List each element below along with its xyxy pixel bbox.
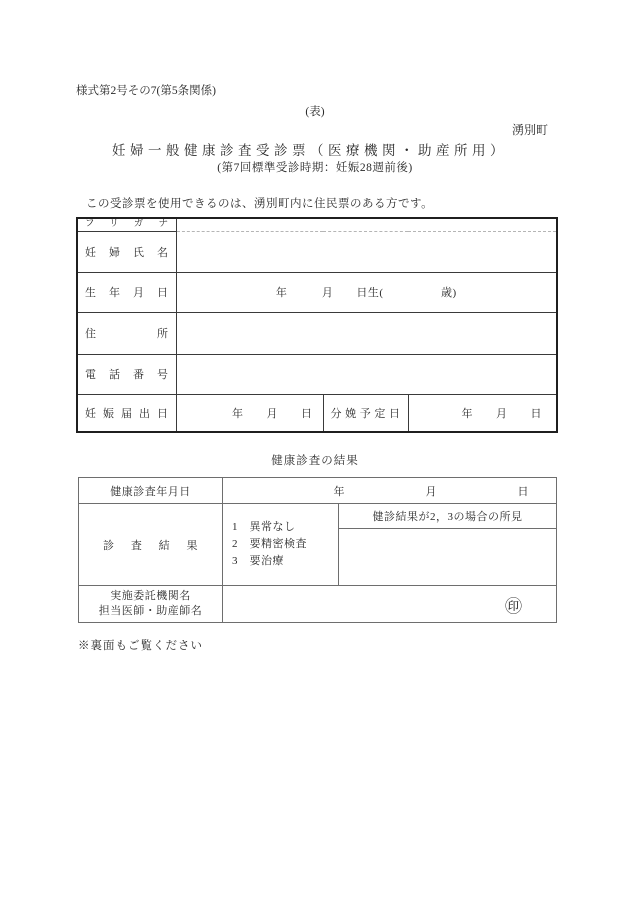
findings-header: 健診結果が2，3の場合の所見: [339, 504, 557, 529]
expected-delivery-date-field: 年 月 日: [408, 394, 557, 432]
phone-label: 電話番号: [77, 354, 176, 394]
result-option-normal: 1 異常なし: [232, 521, 296, 533]
pregnancy-notification-date-label: 妊娠届出日: [77, 394, 176, 432]
result-section-title: 健康診査の結果: [271, 455, 359, 467]
address-field: [176, 312, 557, 354]
page-title: 妊婦一般健康診査受診票（医療機関・助産所用）: [112, 143, 508, 158]
expected-delivery-date-label: 分娩予定日: [323, 394, 408, 432]
mother-name-field: [176, 231, 557, 272]
agency-label: [79, 586, 223, 623]
furigana-field: [176, 218, 557, 231]
phone-field: [176, 354, 557, 394]
seal-mark: ㊞: [505, 596, 522, 616]
furigana-label: フリガナ: [77, 218, 176, 231]
agency-name-label: 実施委託機関名: [110, 590, 191, 602]
result-option-treatment: 3 要治療: [232, 555, 284, 567]
checkup-result-table: [78, 477, 557, 623]
see-reverse-note: ※裏面もご覧ください: [78, 640, 203, 652]
agency-signature-field: [223, 586, 557, 623]
municipality-name: 湧別町: [511, 123, 548, 137]
result-options: [223, 504, 339, 586]
page-subtitle: (第7回標準受診時期：妊娠28週前後): [217, 162, 413, 174]
doctor-midwife-name-label: 担当医師・助産師名: [98, 605, 203, 617]
address-label: 住 所: [77, 312, 176, 354]
form-number: 様式第2号その7(第5条関係): [76, 85, 216, 97]
birthdate-label: 生年月日: [77, 272, 176, 312]
result-option-detailed-exam: 2 要精密検査: [232, 538, 307, 550]
mother-name-label: 妊婦氏名: [77, 231, 176, 272]
pregnancy-notification-date-field: 年 月 日: [176, 394, 323, 432]
checkup-date-label: 健康診査年月日: [79, 478, 223, 504]
side-label: (表): [305, 106, 325, 118]
result-label: 診査結果: [79, 504, 223, 586]
findings-field: [339, 529, 557, 586]
eligibility-instruction: この受診票を使用できるのは、湧別町内に住民票のある方です。: [86, 198, 434, 210]
applicant-info-table: [76, 217, 558, 433]
checkup-date-field: 年 月 日: [223, 478, 557, 504]
birthdate-field: 年 月 日生( 歳): [176, 272, 557, 312]
